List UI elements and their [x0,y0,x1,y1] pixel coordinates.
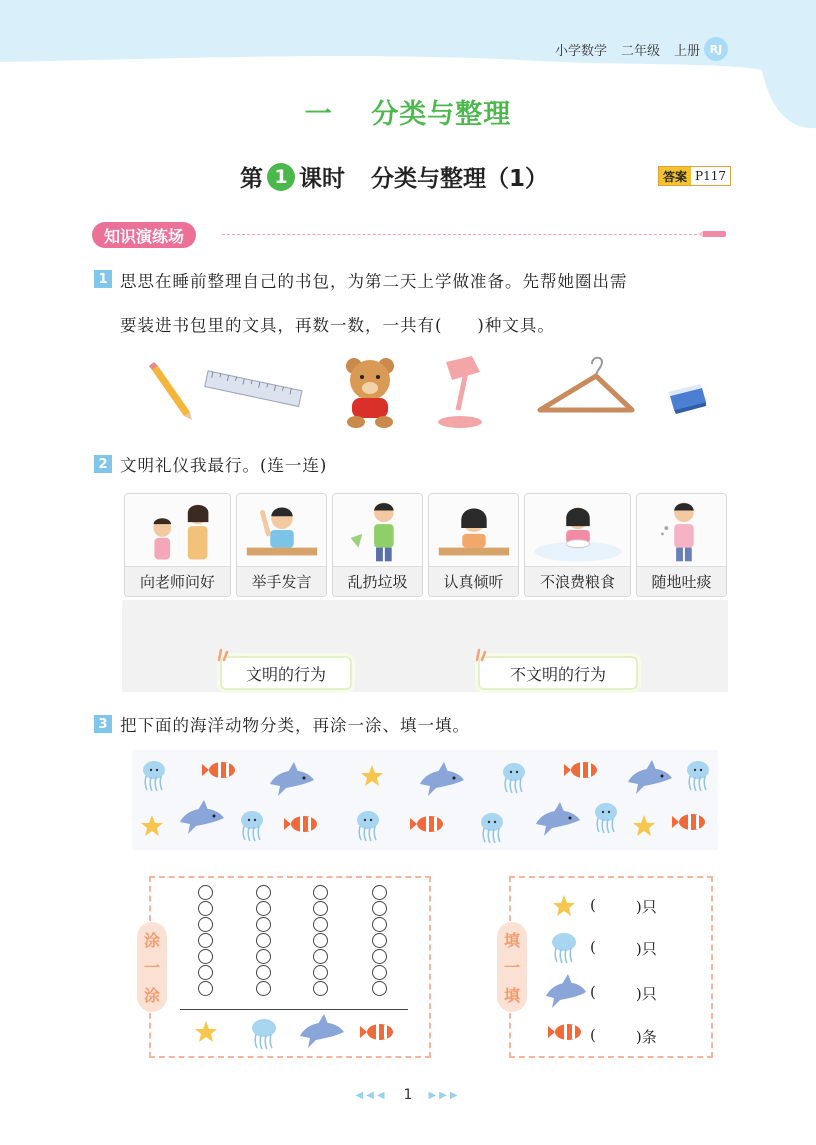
teddy-bear-item-icon[interactable] [346,358,394,428]
question-2-text: 文明礼仪我最行。(连一连) [120,456,328,475]
bar-circle[interactable] [256,885,271,900]
tag-char: 涂 [143,931,160,951]
behavior-card-label: 向老师问好 [125,566,230,596]
behavior-card-label: 乱扔垃圾 [333,566,422,596]
section-divider [222,234,702,235]
dolphin-icon [300,1014,344,1048]
bar-circle[interactable] [256,965,271,980]
tag-char: 填 [503,931,520,951]
pencil-icon [698,229,730,239]
fill-unit: 只 [641,985,657,1003]
tag-char: 一 [503,958,520,978]
answer-reference[interactable] [658,166,731,186]
question-1-pictures [140,350,710,430]
unit-number: 一 [304,99,333,130]
fill-row-starfish[interactable] [590,896,657,917]
bar-circle[interactable] [313,885,328,900]
section-label: 知识演练场 [92,222,196,248]
fill-open: ( [590,938,596,956]
circle-column-jellyfish [256,885,271,996]
lesson-suffix: 课时 [299,166,345,192]
behavior-card-label: 不浪费粮食 [525,566,630,596]
bar-circle[interactable] [256,933,271,948]
behavior-card-greet-teacher[interactable] [124,493,231,597]
no-food-waste-illustration-icon [525,494,630,566]
header-grade: 二年级 [620,44,660,59]
pencil-item-icon[interactable] [149,362,192,420]
starfish-icon [553,895,575,916]
category-label: 不文明的行为 [509,664,606,684]
behavior-card-raise-hand[interactable] [236,493,327,597]
circle-column-clownfish [372,885,387,996]
fill-open: ( [590,1026,596,1044]
coloring-tag [137,922,167,1012]
question-2-number: 2 [94,455,112,473]
fill-unit: 条 [641,1028,657,1046]
greet-teacher-illustration-icon [125,494,230,566]
lesson-prefix: 第 [240,166,263,192]
behavior-card-litter[interactable] [332,493,423,597]
header-meta [555,40,700,59]
fill-close-unit [636,938,657,959]
chart-baseline [180,1009,408,1010]
bar-circle[interactable] [372,901,387,916]
question-3-text: 把下面的海洋动物分类，再涂一涂、填一填。 [120,716,470,735]
category-label: 文明的行为 [245,664,326,684]
lesson-name: 分类与整理（1） [371,166,549,192]
behavior-card-listen[interactable] [428,493,519,597]
fill-close: ) [635,985,642,1003]
jellyfish-icon [252,1019,276,1049]
bar-circle[interactable] [372,965,387,980]
fill-close-unit [636,1026,657,1047]
fill-close: ) [635,898,642,916]
bar-circle[interactable] [198,917,213,932]
ruler-item-icon[interactable] [205,371,302,407]
listen-illustration-icon [429,494,518,566]
clothes-hanger-item-icon[interactable] [540,358,632,410]
fill-row-clownfish[interactable] [590,1026,657,1047]
fill-row-icons [542,888,588,1048]
bar-circle[interactable] [313,917,328,932]
bar-circle[interactable] [372,885,387,900]
bar-circle[interactable] [198,981,213,996]
sea-animals-picture [132,750,718,850]
litter-illustration-icon [333,494,422,566]
desk-lamp-item-icon[interactable] [438,356,482,428]
raise-hand-illustration-icon [237,494,326,566]
lesson-title [240,160,548,193]
bar-circle[interactable] [372,981,387,996]
bar-circle[interactable] [313,949,328,964]
fill-unit: 只 [641,898,657,916]
bar-circle[interactable] [313,901,328,916]
fill-close-unit [636,983,657,1004]
right-arrows-icon: ▶▶▶ [428,1089,461,1101]
circle-column-starfish [198,885,213,996]
lesson-number-badge: 1 [267,163,295,191]
circle-column-dolphin [313,885,328,996]
fill-unit: 只 [641,940,657,958]
fill-close-unit [636,896,657,917]
behavior-card-label: 举手发言 [237,566,326,596]
question-1-number: 1 [94,270,112,288]
starfish-icon [195,1021,217,1042]
eraser-item-icon[interactable] [668,384,706,414]
page-number: 1 [403,1087,413,1103]
bar-circle[interactable] [372,949,387,964]
bar-circle[interactable] [372,917,387,932]
bar-circle[interactable] [313,981,328,996]
unit-name: 分类与整理 [371,99,512,130]
clownfish-icon [360,1024,393,1040]
bar-circle[interactable] [198,949,213,964]
fill-close: ) [635,940,642,958]
answer-label: 答案 [659,167,691,185]
bar-circle[interactable] [256,917,271,932]
question-1-line1: 思思在睡前整理自己的书包，为第二天上学做准备。先帮她圈出需 [120,272,628,291]
category-uncivilized[interactable] [478,656,638,690]
unit-title [0,92,816,131]
behavior-card-label: 随地吐痰 [637,566,726,596]
tag-char: 涂 [143,985,160,1005]
tag-char: 填 [503,985,520,1005]
bar-circle[interactable] [313,933,328,948]
behavior-card-no-food-waste[interactable] [524,493,631,597]
tag-char: 一 [143,958,160,978]
bar-circle[interactable] [256,949,271,964]
header-subject: 小学数学 [554,44,607,59]
clownfish-icon [548,1024,581,1040]
fill-close: ) [635,1028,642,1046]
question-1-line2: 要装进书包里的文具，再数一数，一共有( )种文具。 [120,316,555,335]
sparkle-icon [216,648,230,662]
bar-circle[interactable] [198,933,213,948]
behavior-card-label: 认真倾听 [429,566,518,596]
bar-circle[interactable] [313,965,328,980]
bar-circle[interactable] [372,933,387,948]
bar-circle[interactable] [256,901,271,916]
page-footer [0,1087,816,1103]
header-volume: 上册 [673,44,700,59]
bar-circle[interactable] [198,901,213,916]
fill-row-jellyfish[interactable] [590,938,657,959]
bar-circle[interactable] [256,981,271,996]
fill-open: ( [590,983,596,1001]
dolphin-icon [546,974,586,1008]
behavior-card-spitting[interactable] [636,493,727,597]
bar-circle[interactable] [198,965,213,980]
spitting-illustration-icon [637,494,726,566]
question-3-number: 3 [94,715,112,733]
answer-page: P117 [695,169,726,183]
bar-circle[interactable] [198,885,213,900]
category-civilized[interactable] [220,656,352,690]
chart-category-icons [180,1014,408,1054]
sparkle-icon [474,648,488,662]
fill-open: ( [590,896,596,914]
jellyfish-icon [552,933,576,963]
fill-tag [497,922,527,1012]
left-arrows-icon: ◀◀◀ [355,1089,388,1101]
edition-badge: RJ [704,37,728,61]
fill-row-dolphin[interactable] [590,983,657,1004]
